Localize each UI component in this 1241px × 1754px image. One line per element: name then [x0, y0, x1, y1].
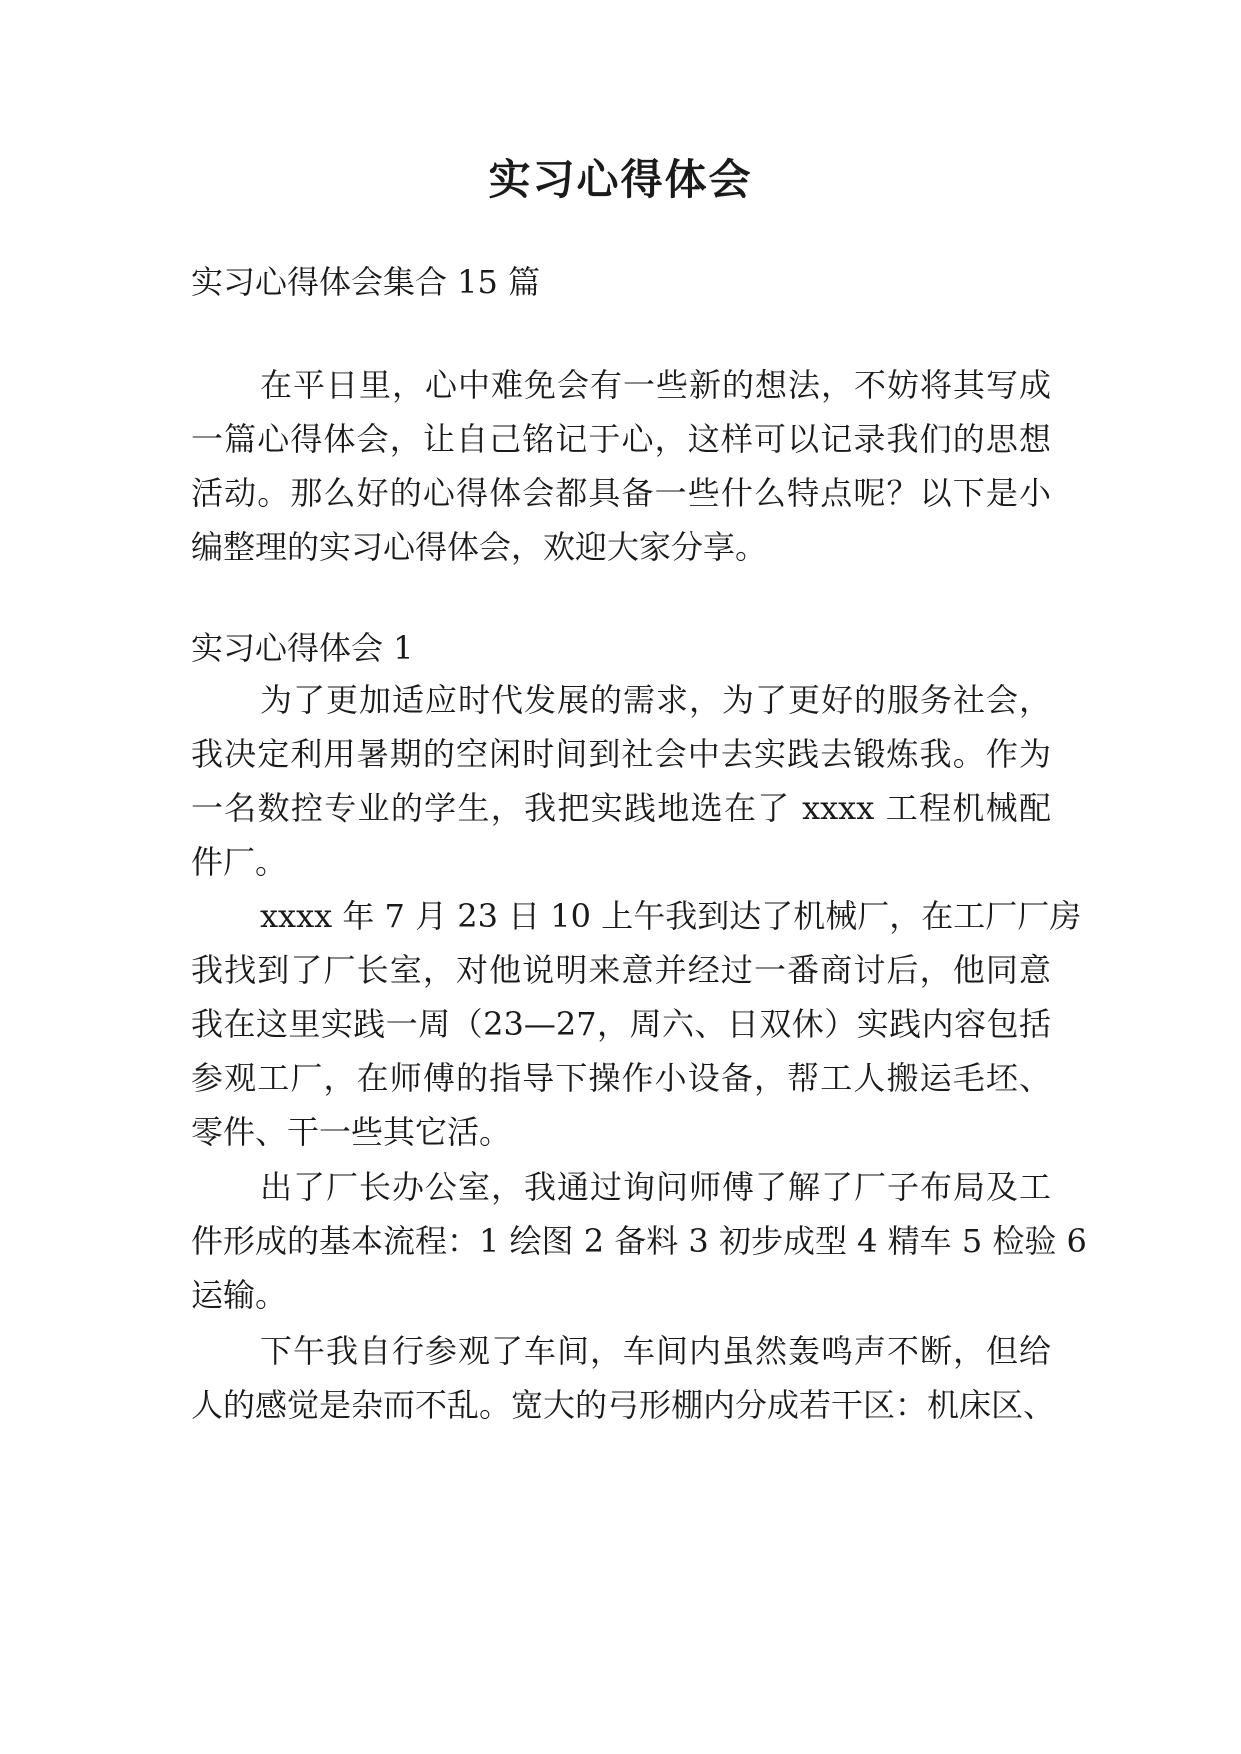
paragraph-line: 件形成的基本流程：1 绘图 2 备料 3 初步成型 4 精车 5 检验 6 [191, 1222, 1087, 1260]
document-title: 实习心得体会 [488, 155, 753, 204]
section-heading: 实习心得体会 1 [191, 629, 414, 667]
paragraph-line: 参观工厂，在师傅的指导下操作小设备，帮工人搬运毛坯、 [191, 1059, 1051, 1097]
paragraph-line: 运输。 [191, 1276, 288, 1314]
document-subtitle: 实习心得体会集合 15 篇 [191, 263, 541, 301]
paragraph-line: 我决定利用暑期的空闲时间到社会中去实践去锻炼我。作为 [191, 735, 1051, 773]
paragraph-line: xxxx 年 7 月 23 日 10 上午我到达了机械厂，在工厂厂房 [260, 897, 1082, 935]
paragraph-line: 我找到了厂长室，对他说明来意并经过一番商讨后，他同意 [191, 951, 1051, 989]
paragraph-line: 人的感觉是杂而不乱。宽大的弓形棚内分成若干区：机床区、 [191, 1386, 1056, 1424]
paragraph-line: 零件、干一些其它活。 [191, 1113, 512, 1151]
paragraph-line: 一名数控专业的学生，我把实践地选在了 xxxx 工程机械配 [191, 789, 1051, 827]
intro-line: 在平日里，心中难免会有一些新的想法，不妨将其写成 [260, 366, 1051, 404]
intro-line: 活动。那么好的心得体会都具备一些什么特点呢？以下是小 [191, 474, 1051, 512]
paragraph-line: 下午我自行参观了车间，车间内虽然轰鸣声不断，但给 [260, 1332, 1051, 1370]
paragraph-line: 为了更加适应时代发展的需求，为了更好的服务社会， [260, 681, 1051, 719]
intro-line: 一篇心得体会，让自己铭记于心，这样可以记录我们的思想 [191, 420, 1051, 458]
paragraph-line: 件厂。 [191, 843, 288, 881]
paragraph-line: 出了厂长办公室，我通过询问师傅了解了厂子布局及工 [260, 1168, 1051, 1206]
intro-line: 编整理的实习心得体会，欢迎大家分享。 [191, 528, 768, 566]
paragraph-line: 我在这里实践一周（23—27，周六、日双休）实践内容包括 [191, 1005, 1051, 1043]
